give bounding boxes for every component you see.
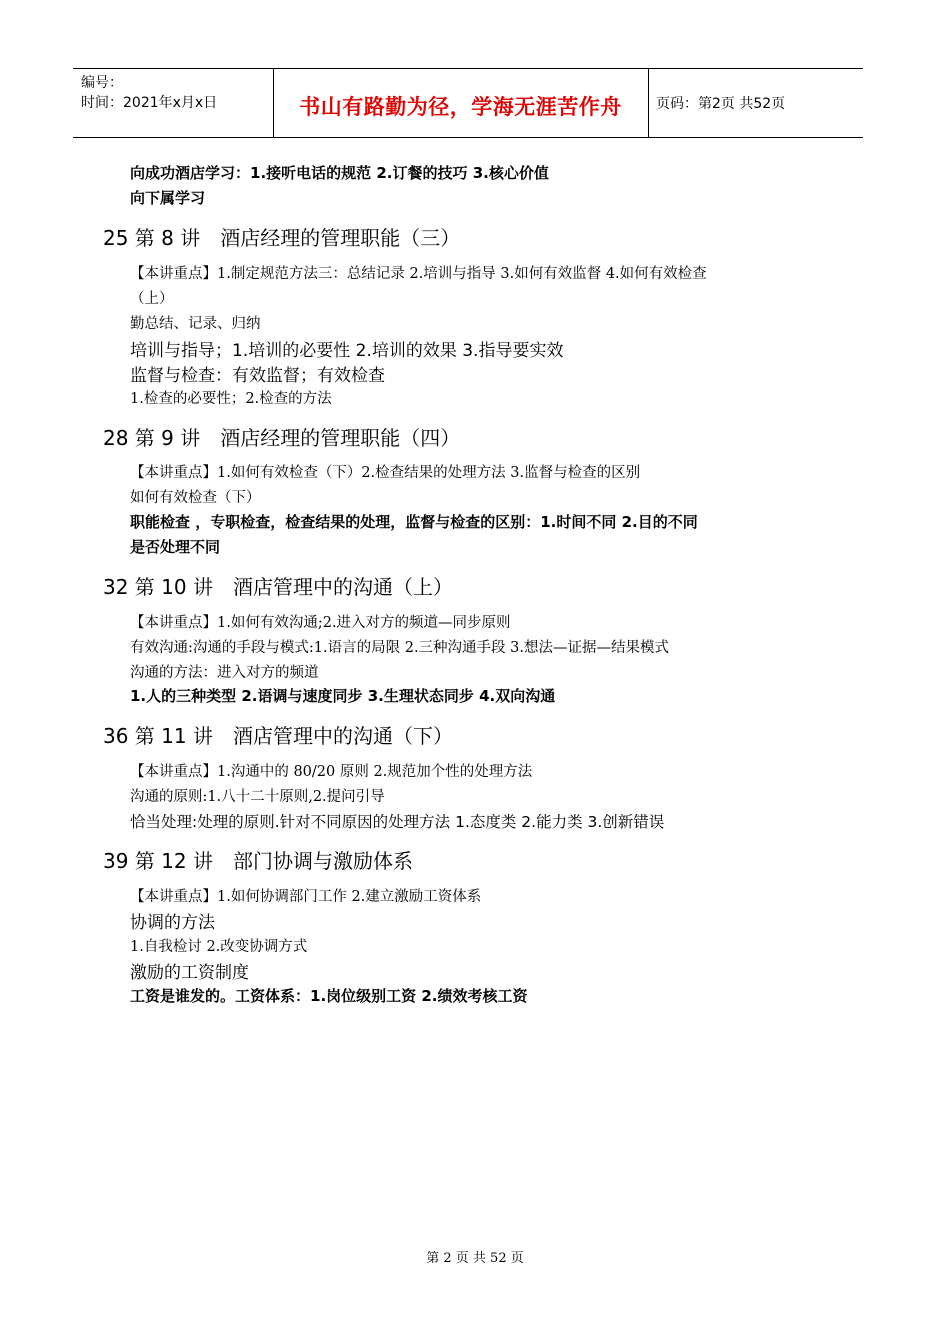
text-line: 勤总结、记录、归纳 — [130, 316, 261, 332]
text-line: 有效沟通:沟通的手段与模式:1.语言的局限 2.三种沟通手段 3.想法—证据—结果模式 — [130, 640, 669, 656]
key-points: 【本讲重点】1.如何有效检查（下）2.检查结果的处理方法 3.监督与检查的区别 — [130, 465, 641, 481]
lecture-heading: 39 第 12 讲 部门协调与激励体系 — [103, 849, 413, 873]
text-line: 监督与检查：有效监督；有效检查 — [130, 366, 385, 386]
lecture-heading: 32 第 10 讲 酒店管理中的沟通（上） — [103, 575, 453, 599]
key-points: 【本讲重点】1.沟通中的 80/20 原则 2.规范加个性的处理方法 — [130, 764, 533, 780]
lecture-heading: 36 第 11 讲 酒店管理中的沟通（下） — [103, 724, 453, 748]
text-line: 沟通的原则:1.八十二十原则,2.提问引导 — [130, 789, 385, 805]
page-label: 页码：第2页 共52页 — [656, 96, 786, 112]
page-footer: 第 2 页 共 52 页 — [426, 1251, 524, 1266]
text-line: 沟通的方法：进入对方的频道 — [130, 665, 319, 681]
text-line: 职能检查 ，专职检查，检查结果的处理，监督与检查的区别：1.时间不同 2.目的不同 — [130, 513, 698, 531]
lecture-heading: 25 第 8 讲 酒店经理的管理职能（三） — [103, 226, 461, 250]
text-line: 如何有效检查（下） — [130, 490, 261, 506]
text-line: 向成功酒店学习：1.接听电话的规范 2.订餐的技巧 3.核心价值 — [130, 164, 549, 182]
text-line: 1.自我检讨 2.改变协调方式 — [130, 939, 308, 955]
text-line: 向下属学习 — [130, 189, 206, 207]
text-line: 1.人的三种类型 2.语调与速度同步 3.生理状态同步 4.双向沟通 — [130, 687, 556, 705]
text-line: 协调的方法 — [130, 913, 215, 933]
key-points: 【本讲重点】1.如何有效沟通;2.进入对方的频道—同步原则 — [130, 615, 511, 631]
text-line: 恰当处理:处理的原则.针对不同原因的处理方法 1.态度类 2.能力类 3.创新错误 — [130, 813, 665, 831]
key-points: 【本讲重点】1.制定规范方法三：总结记录 2.培训与指导 3.如何有效监督 4.如何有效检查 — [130, 266, 707, 282]
text-line: 激励的工资制度 — [130, 963, 249, 983]
code-label: 编号： — [81, 75, 123, 91]
header-page-cell — [648, 69, 863, 137]
time-label: 时间：2021年x月x日 — [81, 95, 218, 111]
key-points: 【本讲重点】1.如何协调部门工作 2.建立激励工资体系 — [130, 889, 482, 905]
text-line: 1.检查的必要性；2.检查的方法 — [130, 391, 332, 407]
header-motto-cell — [273, 69, 649, 137]
motto: 书山有路勤为径，学海无涯苦作舟 — [299, 95, 622, 119]
text-line: 工资是谁发的。工资体系：1.岗位级别工资 2.绩效考核工资 — [130, 987, 528, 1005]
header-info-cell — [73, 69, 274, 137]
text-line: 是否处理不同 — [130, 538, 221, 556]
text-line: 培训与指导；1.培训的必要性 2.培训的效果 3.指导要实效 — [130, 341, 564, 361]
lecture-heading: 28 第 9 讲 酒店经理的管理职能（四） — [103, 426, 461, 450]
page-header — [73, 68, 863, 138]
text-line: （上） — [130, 291, 174, 307]
